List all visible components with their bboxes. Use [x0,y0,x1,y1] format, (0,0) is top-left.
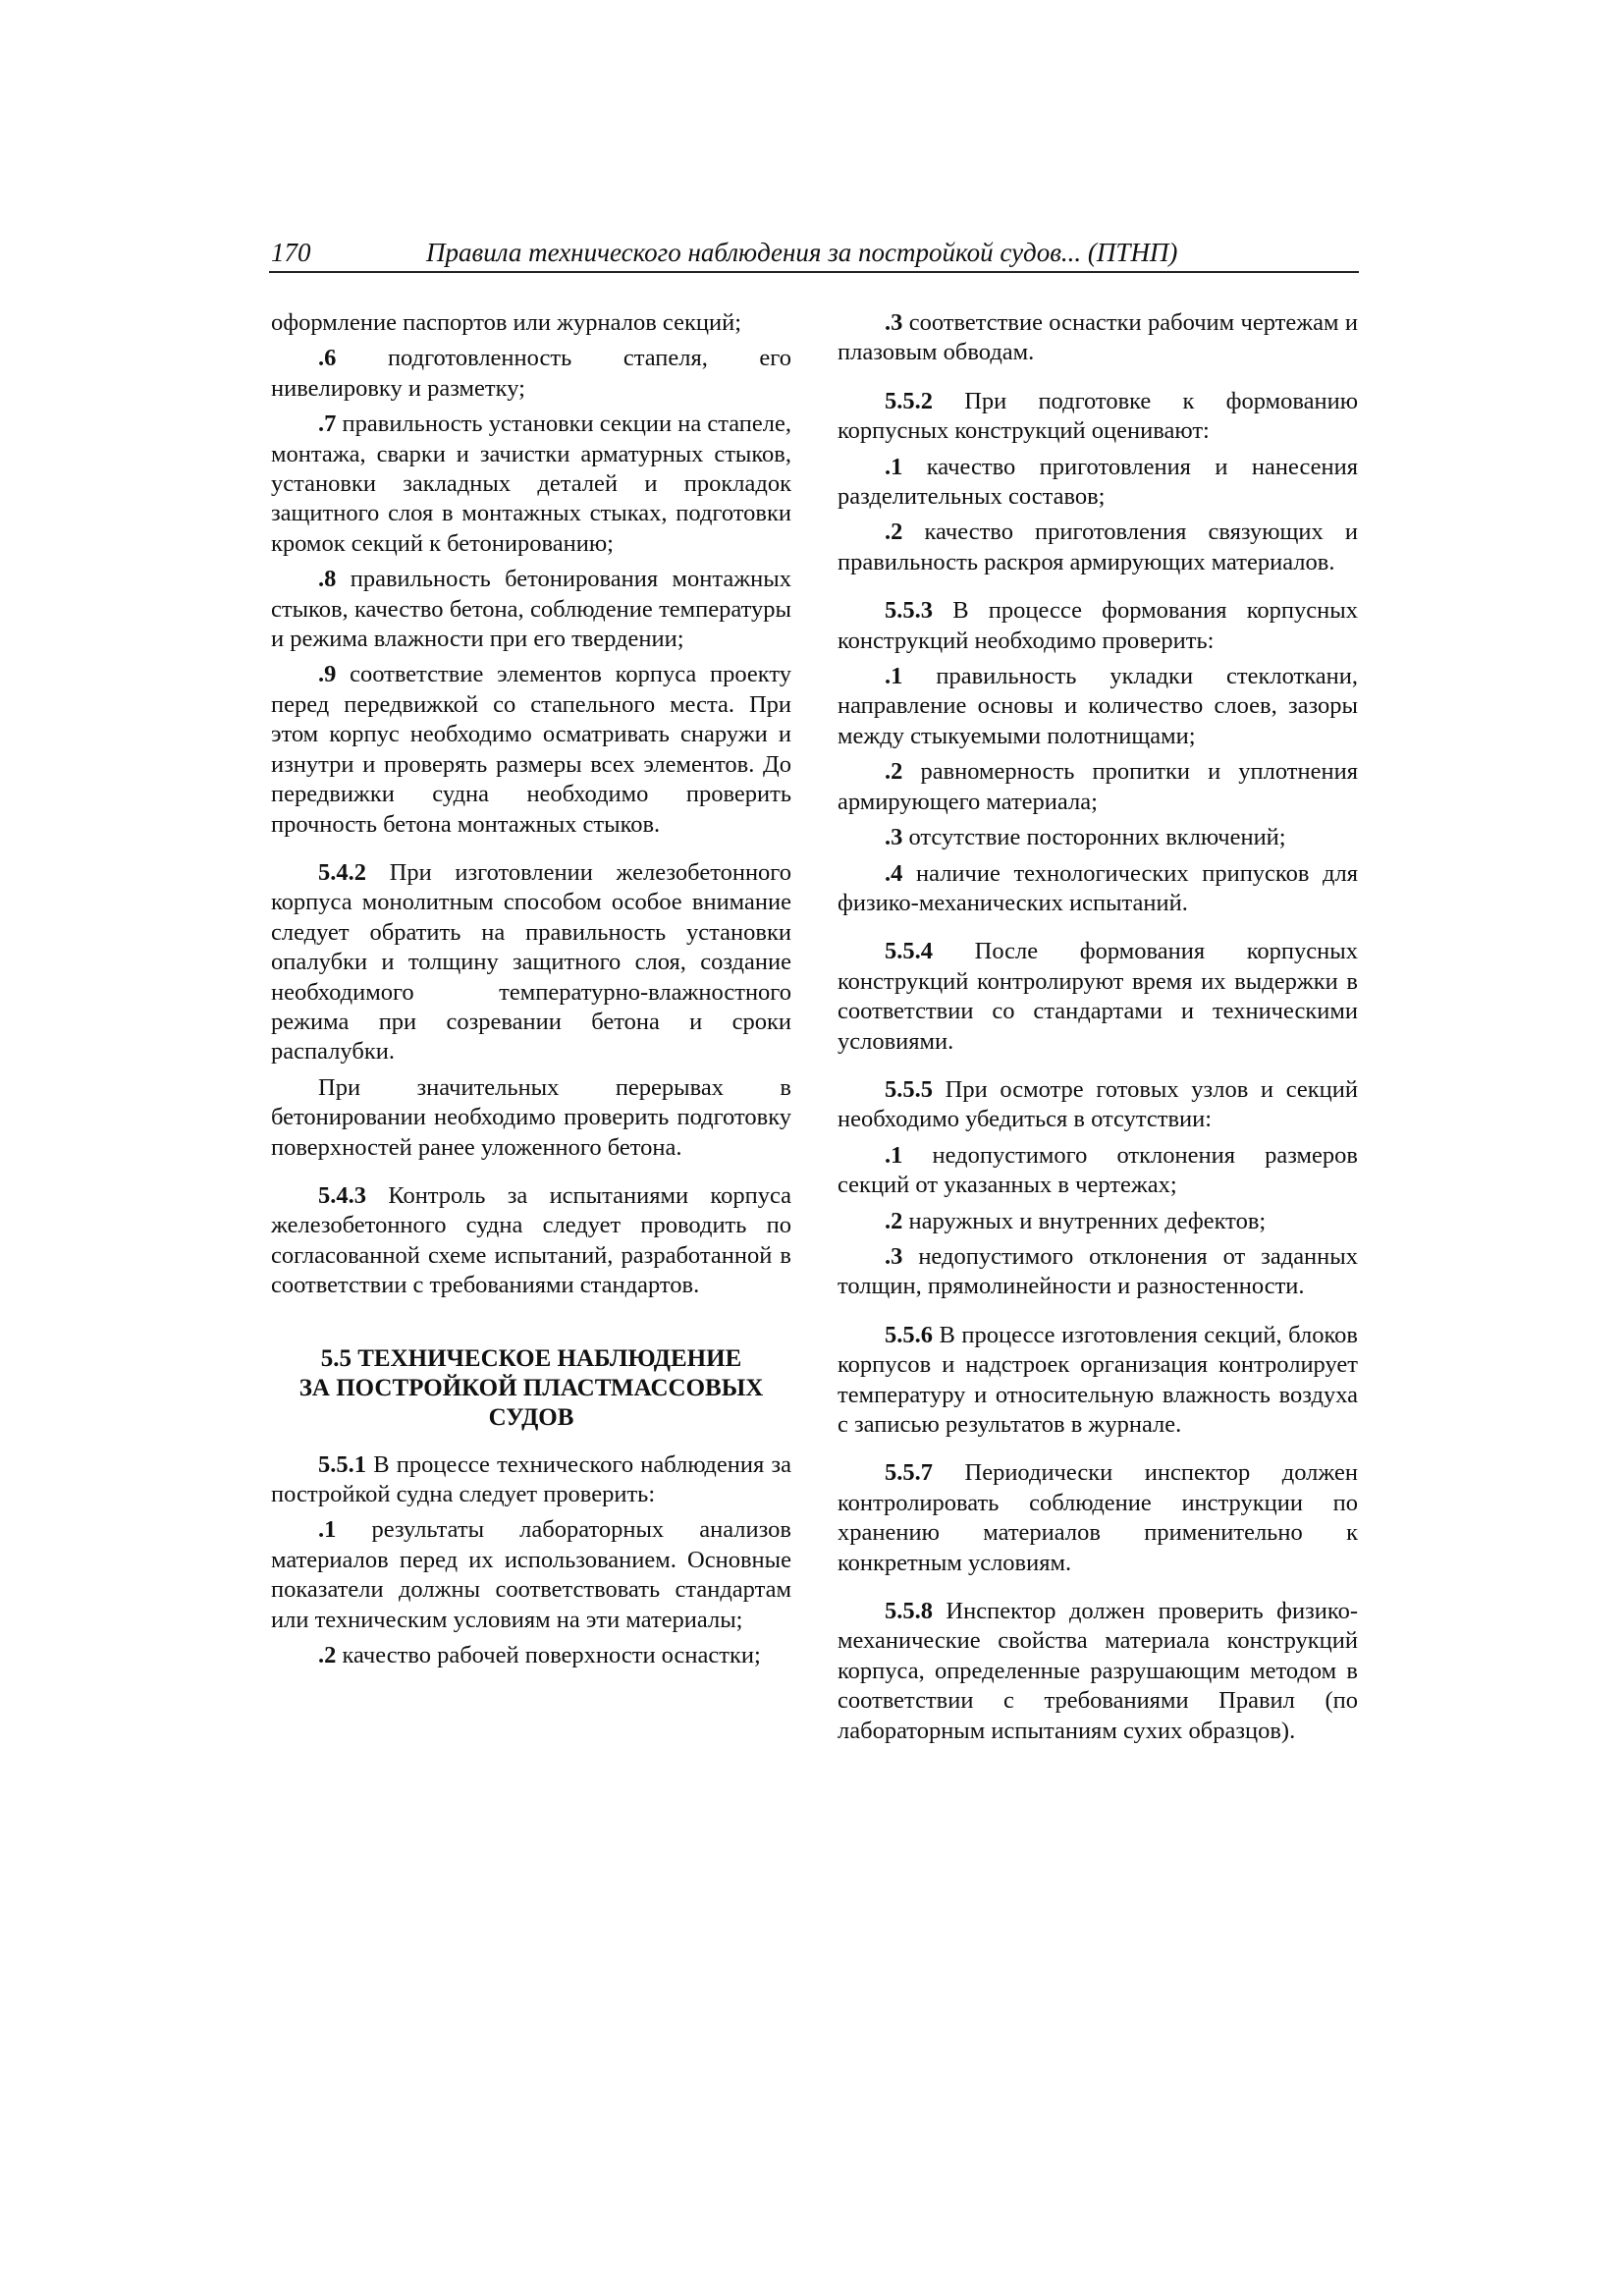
section-number: 5.5.5 [885,1075,933,1103]
paragraph [838,1141,1358,1201]
item-number: .1 [318,1516,337,1544]
item-number: .8 [318,566,337,593]
paragraph [271,1450,791,1510]
paragraph [271,308,791,338]
item-number: .3 [885,309,903,336]
paragraph [838,308,1358,368]
item-number: .2 [318,1642,337,1669]
paragraph-text: При изготовлении железобетонного корпуса монолитным способом особое внимание следует обратить на правильность установки опалубки и толщину защитного слоя, создание необходимого температурно-влажностного режима при созревании бетона и сроки распалубки. [271,858,791,1066]
left-column [271,308,791,1676]
paragraph [271,660,791,839]
paragraph-text: правильность укладки стеклоткани, направление основы и количество слоев, зазоры между стыкуемыми полотнищами; [838,663,1358,749]
paragraph [838,518,1358,577]
paragraph [838,1458,1358,1578]
section-number: 5.5.1 [318,1450,366,1478]
section-number: 5.5.4 [885,938,933,965]
paragraph [838,823,1358,852]
paragraph-text: В процессе формования корпусных конструкций необходимо проверить: [838,597,1358,654]
section-number: 5.5.6 [885,1321,933,1348]
paragraph-text: Периодически инспектор должен контролировать соблюдение инструкции по хранению материалов применительно к конкретным условиям. [838,1459,1358,1576]
paragraph [838,1075,1358,1135]
item-number: .6 [318,345,337,372]
paragraph [271,565,791,654]
paragraph-text: При подготовке к формованию корпусных конструкций оценивают: [838,387,1358,445]
paragraph [271,1073,791,1163]
paragraph [838,662,1358,751]
paragraph-text: результаты лабораторных анализов материалов перед их использованием. Основные показатели должны соответствовать стандартам или техническим условиям на эти материалы; [271,1516,791,1633]
paragraph-text: При значительных перерывах в бетонировании необходимо проверить подготовку поверхностей ранее уложенного бетона. [271,1073,791,1161]
paragraph-text: оформление паспортов или журналов секций; [271,309,742,336]
page-number: 170 [271,238,311,267]
paragraph [838,937,1358,1057]
section-number: 5.4.2 [318,858,366,886]
paragraph [838,1321,1358,1441]
paragraph-text: качество приготовления связующих и правильность раскроя армирующих материалов. [838,519,1358,575]
paragraph-text: После формования корпусных конструкций контролируют время их выдержки в соответствии со стандартами и техническими условиями. [838,938,1358,1055]
heading-line: ЗА ПОСТРОЙКОЙ ПЛАСТМАССОВЫХ [298,1374,764,1401]
paragraph-text: недопустимого отклонения размеров секций от указанных в чертежах; [838,1141,1358,1199]
paragraph [271,344,791,404]
paragraph [838,387,1358,447]
running-header [269,236,1359,273]
item-number: .1 [885,1141,903,1169]
paragraph-text: качество рабочей поверхности оснастки; [336,1642,761,1669]
paragraph [271,1641,791,1670]
paragraph-text: качество приготовления и нанесения разделительных составов; [838,453,1358,511]
paragraph-text: Контроль за испытаниями корпуса железобетонного судна следует проводить по согласованной схеме испытаний, разработанной в соответствии с требованиями стандартов. [271,1181,791,1299]
section-number: 5.5.3 [885,597,933,625]
item-number: .4 [885,859,903,887]
section-number: 5.5.7 [885,1459,933,1487]
heading-line: СУДОВ [488,1403,574,1431]
paragraph [838,596,1358,656]
paragraph-text: недопустимого отклонения от заданных толщин, прямолинейности и разностенности. [838,1242,1358,1300]
paragraph [838,859,1358,919]
item-number: .9 [318,661,337,688]
paragraph-text: соответствие оснастки рабочим чертежам и плазовым обводам. [838,309,1358,366]
section-number: 5.5.2 [885,387,933,414]
paragraph-text: соответствие элементов корпуса проекту перед передвижкой со стапельного места. При этом корпус необходимо осматривать снаружи и изнутри и проверять размеры всех элементов. До передвижки судна необходимо проверить прочность бетона монтажных стыков. [271,661,791,838]
paragraph-text: равномерность пропитки и уплотнения армирующего материала; [838,758,1358,815]
paragraph-text: наружных и внутренних дефектов; [902,1207,1267,1234]
paragraph-text: наличие технологических припусков для физико-механических испытаний. [838,859,1358,916]
paragraph [838,1597,1358,1746]
paragraph [838,757,1358,817]
section-number: 5.4.3 [318,1181,366,1209]
item-number: .2 [885,1207,903,1234]
paragraph [838,453,1358,513]
item-number: .1 [885,453,903,480]
paragraph-text: В процессе технического наблюдения за постройкой судна следует проверить: [271,1450,791,1507]
section-number: 5.5.8 [885,1598,933,1625]
paragraph [271,1515,791,1635]
right-column [838,308,1358,1752]
item-number: .3 [885,824,903,851]
paragraph [271,858,791,1067]
paragraph-text: подготовленность стапеля, его нивелировку и разметку; [271,345,791,402]
paragraph-text: правильность бетонирования монтажных стыков, качество бетона, соблюдение температуры и режима влажности при его твердении; [271,566,791,653]
paragraph [271,410,791,559]
section-heading [271,1344,791,1433]
paragraph [271,1181,791,1301]
paragraph [838,1207,1358,1236]
paragraph-text: При осмотре готовых узлов и секций необходимо убедиться в отсутствии: [838,1075,1358,1133]
running-title: Правила технического наблюдения за постройкой судов... (ПТНП) [426,238,1178,267]
item-number: .7 [318,410,337,438]
heading-line: 5.5 ТЕХНИЧЕСКОЕ НАБЛЮДЕНИЕ [320,1344,742,1372]
item-number: .1 [885,663,903,690]
paragraph [838,1242,1358,1302]
item-number: .2 [885,758,903,786]
paragraph-text: отсутствие посторонних включений; [902,824,1286,851]
item-number: .2 [885,519,903,546]
paragraph-text: В процессе изготовления секций, блоков корпусов и надстроек организация контролирует температуру и относительную влажность воздуха с записью результатов в журнале. [838,1321,1358,1438]
paragraph-text: правильность установки секции на стапеле, монтажа, сварки и зачистки арматурных стыков, установки закладных деталей и прокладок защитного слоя в монтажных стыках, подготовки кромок секций к бетонированию; [271,410,791,557]
paragraph-text: Инспектор должен проверить физико-механические свойства материала конструкций корпуса, определенные разрушающим методом в соответствии с требованиями Правил (по лабораторным испытаниям сухих образцов). [838,1598,1358,1744]
item-number: .3 [885,1242,903,1270]
